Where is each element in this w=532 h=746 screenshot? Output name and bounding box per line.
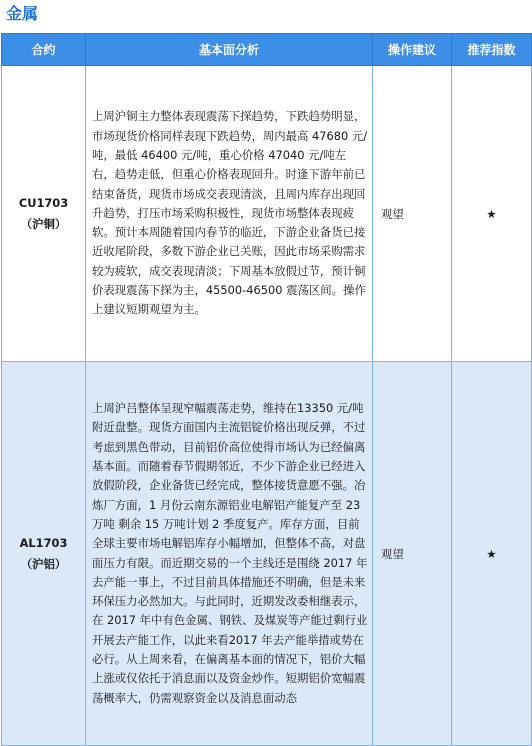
operation-advice: 观望 [373, 66, 452, 362]
table-row [2, 362, 532, 746]
header-contract: 合约 [2, 34, 86, 66]
header-operation-advice: 操作建议 [373, 34, 452, 66]
contract-alias: （沪铝） [20, 556, 67, 571]
star-rating: ★ [452, 362, 532, 746]
research-table [1, 33, 532, 746]
table-row [2, 66, 532, 362]
star-rating: ★ [452, 66, 532, 362]
header-fundamental-analysis: 基本面分析 [86, 34, 373, 66]
header-recommendation-index: 推荐指数 [452, 34, 532, 66]
contract-code: CU1703 [18, 195, 69, 210]
section-title: 金属 [6, 4, 39, 23]
table-header-row [2, 34, 532, 66]
contract-code: AL1703 [19, 535, 68, 550]
operation-advice: 观望 [373, 362, 452, 746]
analysis-text: 上周沪铜主力整体表现震荡下探趋势，下跌趋势明显，市场现货价格同样表现下跌趋势，周内最高 47680 元/吨，最低 46400 元/吨，重心价格 47040 元/吨左右，趋势走低，但重心价格表现回升。时逢下游年前已结束备货，现货市场成交表现清淡，且周内库存出现回升趋势，打压市场采购积极性，现货市场整体表现疲软。预计本周随着国内春节的临近，下游企业备货已接近收尾阶段，多数下游企业已关账，因此市场采购需求较为疲软，成交表现清淡；下周基本放假过节，预计铜价表现震荡下探为主，45500-46500 震荡区间。操作上建议短期观望为主。 [86, 66, 373, 362]
contract-alias: （沪铜） [20, 216, 67, 231]
contract-cell [2, 66, 86, 362]
analysis-text: 上周沪吕整体呈现窄幅震荡走势，维持在13350 元/吨附近盘整。现货方面国内主流铝锭价格出现反弹，不过考虑到黑色带动，目前铝价高位使得市场认为已经偏离基本面。而随着春节假期邻近，不少下游企业已经进入放假阶段，企业备货已经完成，整体接货意愿不强。冶炼厂方面，1 月份云南东源铝业电解铝产能复产至 23 万吨 剩余 15 万吨计划 2 季度复产。库存方面，目前全球主要市场电解铝库存小幅增加，但整体不高，对盘面压力有限。而近期交易的一个主线还是围绕 2017 年去产能一事上，不过目前具体措施还不明确，但是未来环保压力必然加大。与此同时，近期发改委相继表示，在 2017 年中有色金属、钢铁、及煤炭等产能过剩行业开展去产能工作，以此来看2017 年去产能举措或势在必行。从上周来看，在偏离基本面的情况下，铝价大幅上涨或仅依托于消息面以及资金炒作。短期铝价宽幅震荡概率大，仍需观察资金以及消息面动态 [86, 362, 373, 746]
contract-cell [2, 362, 86, 746]
